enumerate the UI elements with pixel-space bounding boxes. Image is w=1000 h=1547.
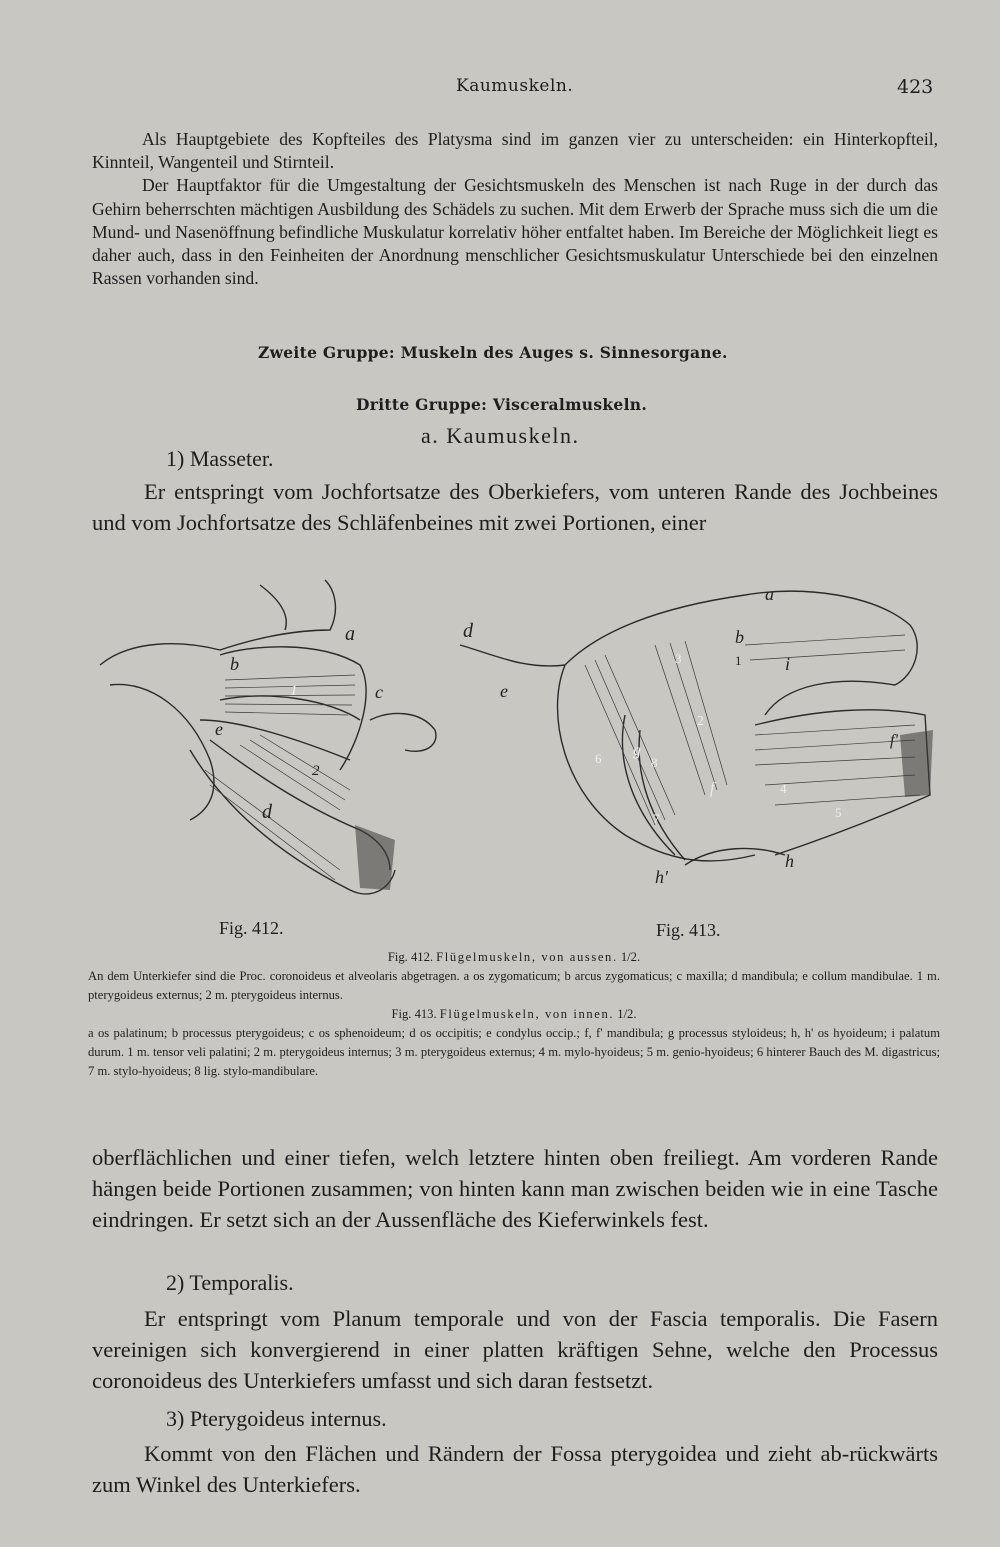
pterygoideus-text (92, 1438, 938, 1500)
fig413-letter-i: i (785, 654, 791, 674)
caption-413-prefix: Fig. 413. (391, 1007, 437, 1021)
masseter-text-part-1 (92, 476, 938, 538)
fig412-letter-e: e (215, 719, 223, 739)
temporalis-text (92, 1303, 938, 1396)
fig413-number-1: 1 (735, 653, 742, 668)
figure-captions (88, 948, 940, 1081)
fig413-number-6: 6 (595, 751, 602, 766)
fig413-letter-b: b (735, 627, 744, 647)
caption-412-title (88, 948, 940, 967)
masseter-paragraph-1: Er entspringt vom Jochfortsatze des Oberkiefers, vom unteren Rande des Jochbeines und vom Jochfortsatze des Schläfenbeines mit zwei Portionen, einer (92, 479, 938, 535)
fig412-letter-d: d (262, 801, 272, 823)
caption-413-scale: 1/2. (617, 1007, 637, 1021)
fig413-number-3: 3 (675, 651, 682, 666)
masseter-paragraph-2: oberflächlichen und einer tiefen, welch letztere hinten oben freiliegt. Am vorderen Rande hängen beide Portionen zusammen; von hinten kann man zwischen beiden wie in eine Tasche eindringen. Er setzt sich an der Aussenfläche des Kieferwinkels fest. (92, 1145, 938, 1232)
fig413-letter-a: a (765, 584, 774, 604)
running-head (0, 76, 1000, 102)
figure-413-label: Fig. 413. (656, 920, 721, 940)
caption-412-body: An dem Unterkiefer sind die Proc. coronoideus et alveolaris abgetragen. a os zygomaticum; b arcus zygomaticus; c maxilla; d mandibula; e collum mandibulae. 1 m. pterygoideus externus; 2 m. pterygoideus internus. (88, 969, 940, 1002)
fig413-letter-h-prime: h' (655, 867, 668, 887)
fig412-letter-b: b (230, 654, 239, 674)
fig413-letter-f: f (710, 780, 715, 797)
caption-413-body: a os palatinum; b processus pterygoideus; c os sphenoideum; d os occipitis; e condylus occip.; f, f' mandibula; g processus styloideus; h, h' os hyoideum; i palatum durum. 1 m. tensor veli palatini; 2 m. pterygoideus internus; 3 m. pterygoideus externus; 4 m. mylo-hyoideus; 5 m. genio-hyoideus; 6 hinterer Bauch des M. digastricus; 7 m. stylo-hyoideus; 8 lig. stylo-mandibulare. (88, 1026, 940, 1078)
intro-text (92, 128, 938, 290)
caption-412-heading: Flügelmuskeln, von aussen. (436, 950, 618, 964)
caption-412-scale: 1/2. (620, 950, 641, 964)
masseter-text-part-2 (92, 1142, 938, 1235)
heading-temporalis: 2) Temporalis. (166, 1270, 294, 1295)
fig413-number-7: 7 (653, 811, 660, 826)
page-number: 423 (897, 76, 934, 98)
fig412-number-2: 2 (312, 763, 320, 779)
heading-group-2: Zweite Gruppe: Muskeln des Auges s. Sinnesorgane. (258, 343, 728, 362)
figure-413-illustration (455, 565, 945, 895)
fig413-number-8: 8 (651, 755, 658, 770)
fig413-number-4: 4 (780, 781, 787, 796)
fig413-letter-d: d (463, 620, 473, 642)
figure-412-label: Fig. 412. (219, 918, 284, 938)
fig412-number-1: 1 (290, 683, 298, 699)
running-title: Kaumuskeln. (456, 76, 574, 96)
fig413-number-5: 5 (835, 805, 842, 820)
fig413-letter-h: h (785, 851, 794, 871)
fig413-letter-g: g (633, 742, 641, 759)
fig412-letter-c: c (375, 682, 383, 702)
fig413-number-2: 2 (697, 714, 704, 729)
caption-413-heading: Flügelmuskeln, von innen. (439, 1007, 615, 1021)
heading-masseter: 1) Masseter. (166, 446, 274, 471)
pterygoideus-paragraph: Kommt von den Flächen und Rändern der Fossa pterygoidea und zieht ab-rückwärts zum Winkel des Unterkiefers. (92, 1441, 938, 1497)
heading-section-kaumuskeln: a. Kaumuskeln. (421, 423, 580, 448)
figure-412-illustration (90, 570, 450, 910)
fig413-letter-e: e (500, 681, 508, 701)
intro-paragraph-2: Der Hauptfaktor für die Umgestaltung der Gesichtsmuskeln des Menschen ist nach Ruge in der durch das Gehirn beherrschten mächtigen Ausbildung des Schädels zu suchen. Mit dem Erwerb der Sprache muss sich die um die Mund- und Nasenöffnung befindliche Muskulatur korrelativ höher entfaltet haben. Im Bereiche der Möglichkeit liegt es daher auch, dass in den Feinheiten der Anordnung menschlicher Gesichtsmuskulatur Unterschiede bei den einzelnen Rassen vorhanden sind. (92, 175, 938, 289)
fig412-letter-a: a (345, 623, 355, 645)
heading-pterygoideus: 3) Pterygoideus internus. (166, 1406, 387, 1431)
heading-group-3: Dritte Gruppe: Visceralmuskeln. (356, 395, 648, 414)
intro-paragraph-1: Als Hauptgebiete des Kopfteiles des Platysma sind im ganzen vier zu unterscheiden: ein Hinterkopfteil, Kinnteil, Wangenteil und Stirnteil. (92, 129, 938, 173)
fig413-letter-f-prime: f' (890, 732, 898, 749)
temporalis-paragraph: Er entspringt vom Planum temporale und von der Fascia temporalis. Die Fasern vereinigen sich konvergierend in einer platten kräftigen Sehne, welche den Processus coronoideus des Unterkiefers umfasst und sich daran festsetzt. (92, 1306, 938, 1393)
caption-412-prefix: Fig. 412. (387, 950, 434, 964)
caption-413-title (88, 1005, 940, 1024)
